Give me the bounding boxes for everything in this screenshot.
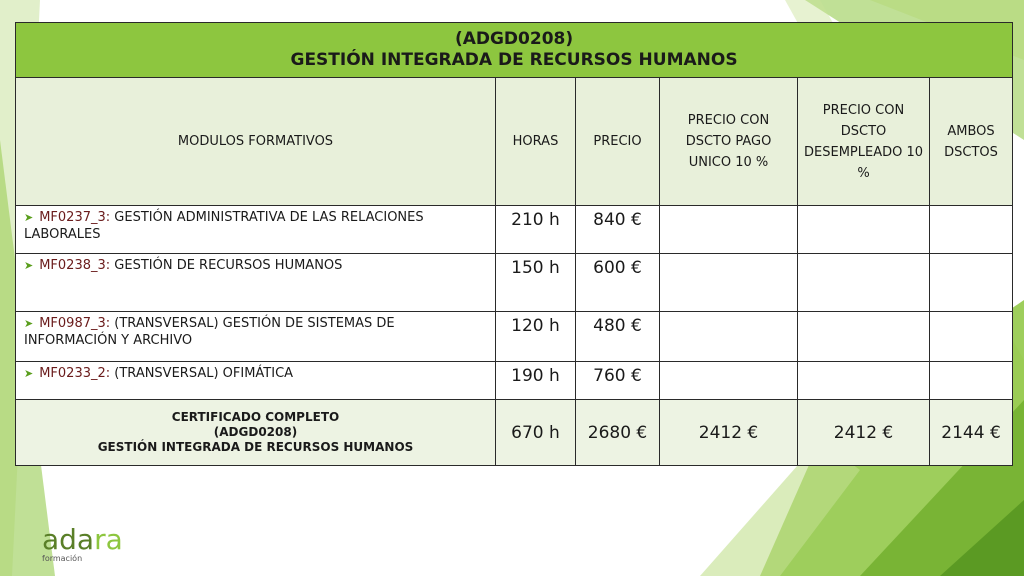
both-cell — [930, 254, 1013, 312]
total-price-cell: 2680 € — [576, 400, 660, 466]
module-cell — [16, 362, 496, 400]
arrow-bullet-icon: ➤ — [24, 367, 34, 380]
module-cell — [16, 206, 496, 254]
module-name: GESTIÓN DE RECURSOS HUMANOS — [114, 258, 343, 273]
module-cell — [16, 312, 496, 362]
arrow-bullet-icon: ➤ — [24, 211, 34, 224]
unemployed-cell — [798, 206, 930, 254]
unemployed-cell — [798, 362, 930, 400]
certificate-cell — [16, 400, 496, 466]
single-payment-cell — [660, 312, 798, 362]
single-payment-cell — [660, 254, 798, 312]
hours-cell: 150 h — [496, 254, 576, 312]
price-cell: 760 € — [576, 362, 660, 400]
adara-logo — [42, 523, 123, 563]
logo-word-accent: ra — [94, 523, 123, 556]
total-unemployed-cell: 2412 € — [798, 400, 930, 466]
title-row — [16, 23, 1013, 78]
certificate-line-2: (ADGD0208) — [213, 425, 298, 439]
header-single-payment: PRECIO CON DSCTO PAGO UNICO 10 % — [660, 78, 798, 206]
arrow-bullet-icon: ➤ — [24, 259, 34, 272]
logo-subtitle: formación — [42, 554, 83, 563]
module-code: MF0233_2: — [39, 366, 111, 381]
price-cell: 840 € — [576, 206, 660, 254]
logo-word-main: ada — [42, 523, 95, 556]
both-cell — [930, 206, 1013, 254]
module-name: GESTIÓN ADMINISTRATIVA DE LAS RELACIONES LABORALES — [24, 210, 424, 242]
module-code: MF0987_3: — [39, 316, 111, 331]
single-payment-cell — [660, 362, 798, 400]
header-both: AMBOS DSCTOS — [930, 78, 1013, 206]
total-both-cell: 2144 € — [930, 400, 1013, 466]
module-code: MF0237_3: — [39, 210, 111, 225]
unemployed-cell — [798, 312, 930, 362]
both-cell — [930, 362, 1013, 400]
header-row — [16, 78, 1013, 206]
hours-cell: 210 h — [496, 206, 576, 254]
module-code: MF0238_3: — [39, 258, 111, 273]
module-cell — [16, 254, 496, 312]
table-row — [16, 362, 1013, 400]
title-name: GESTIÓN INTEGRADA DE RECURSOS HUMANOS — [290, 50, 738, 70]
title-code: (ADGD0208) — [454, 29, 574, 49]
table-title — [16, 23, 1013, 78]
certificate-line-3: GESTIÓN INTEGRADA DE RECURSOS HUMANOS — [97, 440, 414, 454]
header-hours: HORAS — [496, 78, 576, 206]
logo-wordmark — [42, 523, 123, 556]
pricing-table — [15, 22, 1013, 466]
total-row — [16, 400, 1013, 466]
single-payment-cell — [660, 206, 798, 254]
header-price: PRECIO — [576, 78, 660, 206]
unemployed-cell — [798, 254, 930, 312]
price-cell: 480 € — [576, 312, 660, 362]
hours-cell: 120 h — [496, 312, 576, 362]
table-row — [16, 254, 1013, 312]
module-name: (TRANSVERSAL) GESTIÓN DE SISTEMAS DE INFORMACIÓN Y ARCHIVO — [24, 316, 395, 348]
hours-cell: 190 h — [496, 362, 576, 400]
header-modules: MODULOS FORMATIVOS — [16, 78, 496, 206]
both-cell — [930, 312, 1013, 362]
module-name: (TRANSVERSAL) OFIMÁTICA — [114, 366, 294, 381]
table-row — [16, 206, 1013, 254]
header-unemployed: PRECIO CON DSCTO DESEMPLEADO 10 % — [798, 78, 930, 206]
price-cell: 600 € — [576, 254, 660, 312]
total-single-payment-cell: 2412 € — [660, 400, 798, 466]
arrow-bullet-icon: ➤ — [24, 317, 34, 330]
certificate-line-1: CERTIFICADO COMPLETO — [171, 410, 340, 424]
table-row — [16, 312, 1013, 362]
total-hours-cell: 670 h — [496, 400, 576, 466]
